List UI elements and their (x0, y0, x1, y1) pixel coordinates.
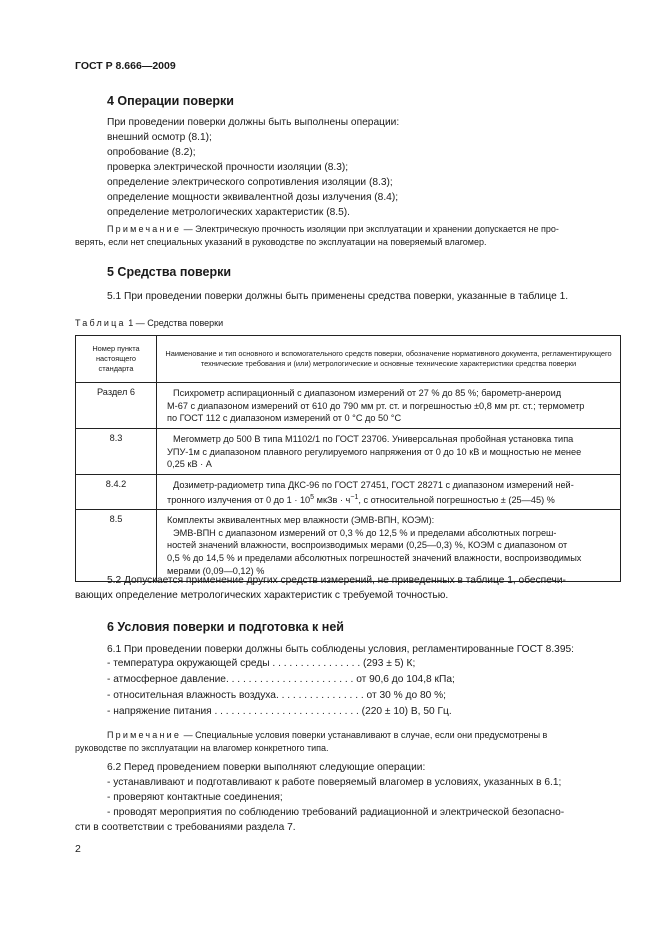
list-item: опробование (8.2); (107, 147, 196, 158)
condition-label: - атмосферное давление (107, 674, 226, 685)
table-row (76, 510, 621, 582)
condition-item (107, 674, 455, 685)
cell-text: , с относительной погрешностью ± (25—45) % (358, 494, 555, 505)
table-cell-section: 8.4.2 (76, 475, 157, 510)
list-item: - проводят мероприятия по соблюдению требований радиационной и электрической безопасно- (107, 807, 565, 818)
list-item: внешний осмотр (8.1); (107, 132, 212, 143)
list-item: - устанавливают и подготавливают к работе поверяемый влагомер в условиях, указанных в 6.1; (107, 777, 562, 788)
condition-item (107, 706, 452, 717)
table-caption-label: Таблица (75, 318, 126, 328)
page-number: 2 (75, 843, 81, 855)
leader-dots: . . . . . . . . . . . . . . . . . . . . . . . . . . (211, 706, 359, 717)
section-6-note-cont: руководстве по эксплуатации на влагомер конкретного типа. (75, 743, 329, 753)
table-row (76, 475, 621, 510)
cell-line: УПУ-1м с диапазоном плавного регулируемого напряжения от 0 до 10 кВ и мощностью не менее (167, 446, 582, 457)
section-6-title: 6 Условия поверки и подготовка к ней (107, 620, 344, 634)
superscript: −1 (350, 493, 359, 501)
cell-line: по ГОСТ 112 с диапазоном измерений от 0 °С до 50 °С (167, 413, 402, 424)
section-4-note (107, 224, 559, 234)
leader-dots: . . . . . . . . . . . . . . . . (269, 658, 361, 669)
section-4-intro: При проведении поверки должны быть выполнены операции: (107, 117, 400, 128)
cell-line: 0,25 кВ · А (167, 459, 212, 470)
list-item: определение электрического сопротивления изоляции (8.3); (107, 177, 393, 188)
document-header: ГОСТ Р 8.666—2009 (75, 60, 176, 72)
table-row (76, 383, 621, 429)
table-cell-tools (157, 429, 621, 475)
list-item: - проверяют контактные соединения; (107, 792, 283, 803)
list-item: определение мощности эквивалентной дозы излучения (8.4); (107, 192, 399, 203)
table-cell-section: 8.3 (76, 429, 157, 475)
section-5-para-1: 5.1 При проведении поверки должны быть применены средства поверки, указанные в таблице 1. (107, 291, 569, 302)
cell-line: 0,5 % до 14,5 % и пределами абсолютных погрешностей значений влажности, воспроизводимых (167, 553, 582, 564)
table-header-row (76, 336, 621, 383)
list-item: проверка электрической прочности изоляции (8.3); (107, 162, 349, 173)
condition-value: от 90,6 до 104,8 кПа; (353, 674, 455, 685)
superscript: 5 (310, 493, 315, 501)
table-caption (75, 318, 223, 328)
table-cell-section: 8.5 (76, 510, 157, 582)
cell-line: ЭМВ-ВПН с диапазоном измерений от 0,3 % до 12,5 % и пределами абсолютных погреш- (173, 527, 557, 538)
column-header-section: Номер пункта настоящего стандарта (76, 336, 157, 383)
condition-value: (220 ± 10) В, 50 Гц. (358, 706, 452, 717)
section-5-para-2-cont: вающих определение метрологических характеристик с требуемой точностью. (75, 590, 449, 601)
table-row (76, 429, 621, 475)
cell-line: ностей значений влажности, воспроизводимых мерами (0,25—0,3) %, КОЭМ с диапазоном от (167, 540, 568, 551)
section-6-note (107, 730, 547, 740)
note-label: Примечание (107, 224, 182, 234)
condition-value: (293 ± 5) К; (360, 658, 416, 669)
condition-item (107, 690, 446, 701)
section-5-para-2: 5.2 Допускается применение других средств измерений, не приведенных в таблице 1, обеспечи- (107, 575, 566, 586)
cell-line (167, 492, 612, 507)
column-header-tools: Наименование и тип основного и вспомогательного средств поверки, обозначение нормативного документа, регламентирующего технические требования и (или) метрологические и основные технические характеристики средства поверки (157, 336, 621, 383)
list-item-cont: сти в соответствии с требованиями раздела 7. (75, 822, 296, 833)
cell-line: Психрометр аспирационный с диапазоном измерений от 27 % до 85 %; барометр-анероид (173, 388, 562, 398)
cell-line: Комплекты эквивалентных мер влажности (ЭМВ-ВПН, КОЭМ): (167, 515, 435, 526)
section-5-title: 5 Средства поверки (107, 265, 232, 279)
cell-line: мерами (0,09—0,12) % (167, 565, 265, 576)
condition-label: - температура окружающей среды (107, 658, 270, 669)
cell-line: М-67 с диапазоном измерений от 610 до 790 мм рт. ст. и погрешностью ±0,8 мм рт. ст.; термометр (167, 400, 585, 411)
table-cell-tools (157, 510, 621, 582)
leader-dots: . . . . . . . . . . . . . . . . . . . . . . . (225, 674, 354, 685)
section-4-note-cont: верять, если нет специальных указаний в руководстве по эксплуатации на поверяемый влагомер. (75, 237, 487, 247)
section-4-title: 4 Операции поверки (107, 94, 234, 108)
cell-text: мкЗв · ч (314, 494, 351, 505)
condition-label: - напряжение питания (107, 706, 212, 717)
note-label: Примечание (107, 730, 182, 740)
table-cell-tools (157, 383, 621, 429)
cell-line: Дозиметр-радиометр типа ДКС-96 по ГОСТ 27451, ГОСТ 28271 с диапазоном измерений ней- (173, 480, 574, 490)
condition-item (107, 658, 415, 669)
table-caption-text: 1 — Средства поверки (125, 318, 224, 328)
note-text: — Электрическую прочность изоляции при эксплуатации и хранении допускается не про- (181, 224, 559, 234)
section-6-para-1: 6.1 При проведении поверки должны быть соблюдены условия, регламентированные ГОСТ 8.395: (107, 644, 575, 655)
verification-tools-table (75, 335, 621, 582)
cell-line: Мегомметр до 500 В типа М1102/1 по ГОСТ 23706. Универсальная пробойная установка типа (173, 434, 574, 444)
leader-dots: . . . . . . . . . . . . . . . . (275, 690, 364, 701)
condition-label: - относительная влажность воздуха (107, 690, 276, 701)
list-item: определение метрологических характеристик (8.5). (107, 207, 350, 218)
note-text: — Специальные условия поверки устанавливают в случае, если они предусмотрены в (181, 730, 548, 740)
table-cell-tools (157, 475, 621, 510)
condition-value: от 30 % до 80 %; (363, 690, 447, 701)
cell-text: тронного излучения от 0 до 1 · 10 (167, 494, 311, 505)
table-cell-section: Раздел 6 (76, 383, 157, 429)
section-6-para-2: 6.2 Перед проведением поверки выполняют следующие операции: (107, 762, 426, 773)
